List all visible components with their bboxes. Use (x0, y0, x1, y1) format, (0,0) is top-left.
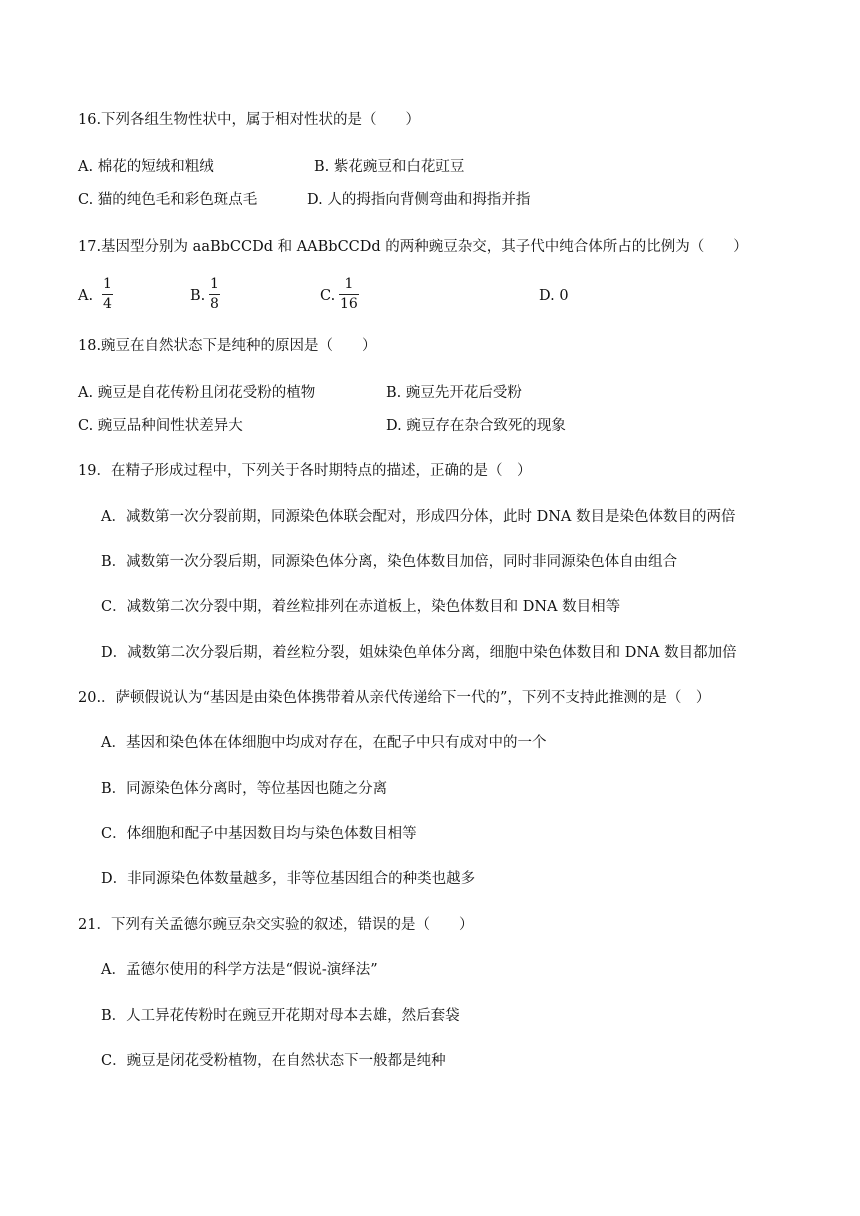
q20-option-c: C．体细胞和配子中基因数目均与染色体数目相等 (101, 826, 417, 842)
q17-option-c-numerator: 1 (344, 276, 354, 292)
q19-option-a: A．减数第一次分裂前期，同源染色体联会配对，形成四分体，此时 DNA 数目是染色体数目的两倍 (101, 509, 736, 525)
q18-stem: 18.豌豆在自然状态下是纯种的原因是（ ） (78, 338, 377, 354)
q19-stem: 19．在精子形成过程中，下列关于各时期特点的描述，正确的是（ ） (78, 463, 532, 479)
q18-option-b: B. 豌豆先开花后受粉 (386, 385, 522, 401)
q17-option-c-fraction (339, 276, 359, 313)
q21-stem: 21．下列有关孟德尔豌豆杂交实验的叙述，错误的是（ ） (78, 917, 474, 933)
q16-stem: 16.下列各组生物性状中，属于相对性状的是（ ） (78, 112, 421, 128)
q17-option-a-numerator: 1 (103, 276, 112, 292)
q17-option-a-label: A. (78, 288, 94, 304)
q17-option-c-label: C. (320, 288, 336, 304)
q19-option-c: C．减数第二次分裂中期，着丝粒排列在赤道板上，染色体数目和 DNA 数目相等 (101, 599, 621, 615)
q18-option-c: C. 豌豆品种间性状差异大 (78, 418, 243, 434)
q17-option-b-numerator: 1 (210, 276, 219, 292)
q21-option-c: C．豌豆是闭花受粉植物，在自然状态下一般都是纯种 (101, 1053, 446, 1069)
q20-stem: 20.．萨顿假说认为“基因是由染色体携带着从亲代传递给下一代的”，下列不支持此推测的是（ ） (78, 690, 711, 706)
q20-option-d: D．非同源染色体数量越多，非等位基因组合的种类也越多 (101, 871, 476, 887)
q21-option-a: A．孟德尔使用的科学方法是“假说-演绎法” (101, 962, 378, 978)
q17-option-b-label: B. (190, 288, 206, 304)
q19-option-b: B．减数第一次分裂后期，同源染色体分离，染色体数目加倍，同时非同源染色体自由组合 (101, 554, 678, 570)
q17-option-a-denominator: 4 (103, 296, 112, 312)
q18-option-a: A. 豌豆是自花传粉且闭花受粉的植物 (78, 385, 316, 401)
q17-option-b-denominator: 8 (210, 296, 219, 312)
q16-option-b: B. 紫花豌豆和白花豇豆 (314, 159, 465, 175)
q17-stem: 17.基因型分别为 aaBbCCDd 和 AABbCCDd 的两种豌豆杂交，其子代中纯合体所占的比例为（ ） (78, 239, 748, 255)
q16-option-c: C. 猫的纯色毛和彩色斑点毛 (78, 192, 258, 208)
q19-option-d: D．减数第二次分裂后期，着丝粒分裂，姐妹染色单体分离，细胞中染色体数目和 DNA 数目都加倍 (101, 645, 737, 661)
q17-option-d: D. 0 (539, 288, 569, 304)
q20-option-a: A．基因和染色体在体细胞中均成对存在，在配子中只有成对中的一个 (101, 735, 547, 751)
q16-option-d: D. 人的拇指向背侧弯曲和拇指并指 (307, 192, 531, 208)
q17-option-b-fraction (209, 276, 220, 313)
q21-option-b: B．人工异花传粉时在豌豆开花期对母本去雄，然后套袋 (101, 1008, 460, 1024)
q18-option-d: D. 豌豆存在杂合致死的现象 (386, 418, 566, 434)
q17-option-a-fraction (102, 276, 113, 313)
q16-option-a: A. 棉花的短绒和粗绒 (78, 159, 214, 175)
q20-option-b: B．同源染色体分离时，等位基因也随之分离 (101, 781, 388, 797)
q17-option-c-denominator: 16 (340, 296, 358, 312)
